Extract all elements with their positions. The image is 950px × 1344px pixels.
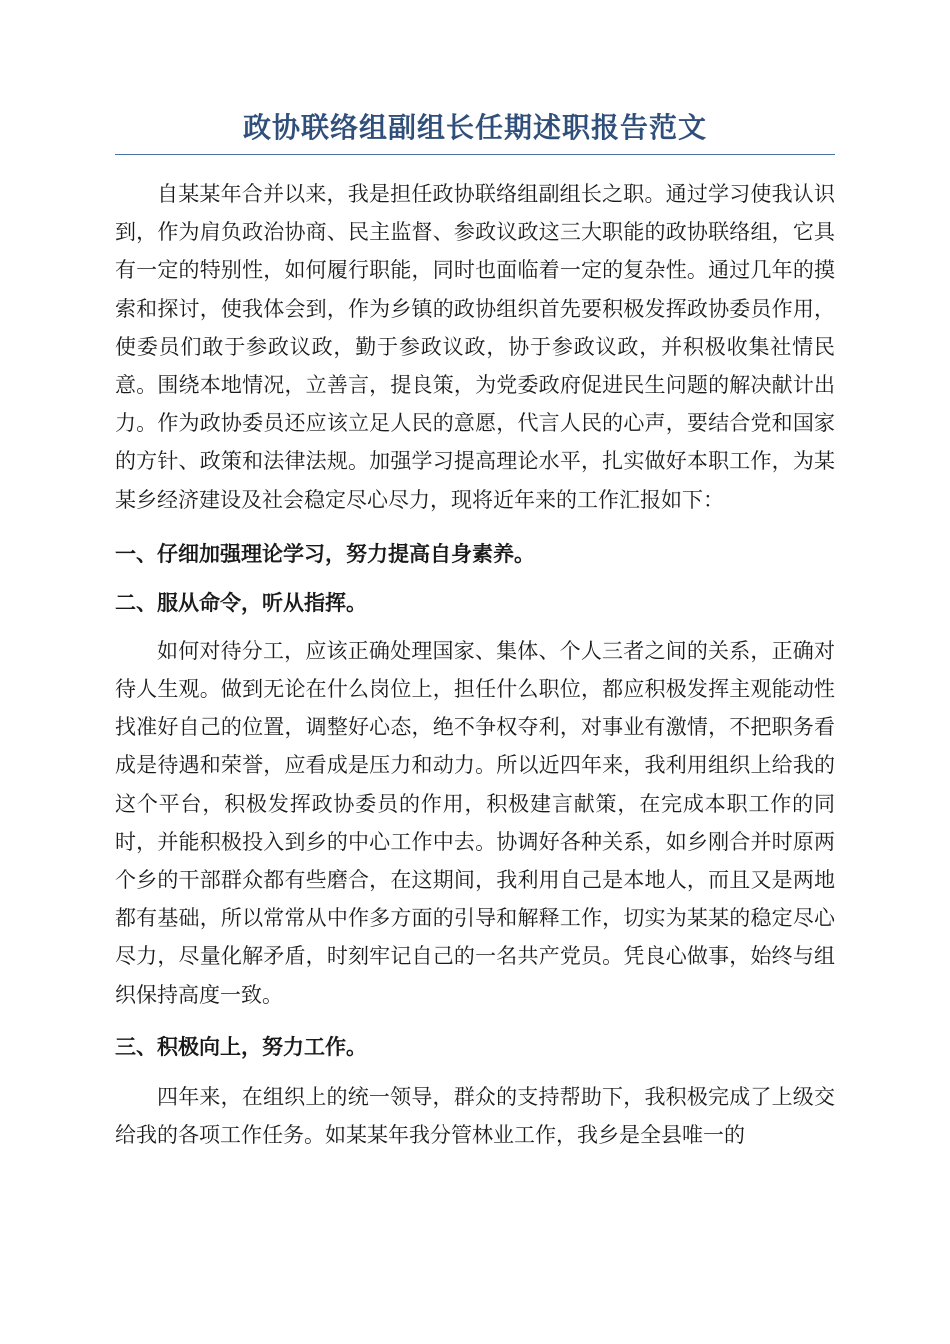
body-paragraph-section-2: 如何对待分工，应该正确处理国家、集体、个人三者之间的关系，正确对待人生观。做到无论在什么岗位上，担任什么职位，都应积极发挥主观能动性找准好自己的位置，调整好心态，绝不争权夺利，对事业有激情，不把职务看成是待遇和荣誉，应看成是压力和动力。所以近四年来，我利用组织上给我的这个平台，积极发挥政协委员的作用，积极建言献策，在完成本职工作的同时，并能积极投入到乡的中心工作中去。协调好各种关系，如乡刚合并时原两个乡的干部群众都有些磨合，在这期间，我利用自己是本地人，而且又是两地都有基础，所以常常从中作多方面的引导和解释工作，切实为某某的稳定尽心尽力，尽量化解矛盾，时刻牢记自己的一名共产党员。凭良心做事，始终与组织保持高度一致。 (115, 638, 835, 1007)
body-paragraph-section-3: 四年来，在组织上的统一领导，群众的支持帮助下，我积极完成了上级交给我的各项工作任务。如某某年我分管林业工作，我乡是全县唯一的 (115, 1084, 835, 1148)
section-heading-1: 一、仔细加强理论学习，努力提高自身素养。 (115, 540, 535, 566)
section-heading-3: 三、积极向上，努力工作。 (115, 1033, 367, 1059)
body-paragraph-intro: 自某某年合并以来，我是担任政协联络组副组长之职。通过学习使我认识到，作为肩负政治协商、民主监督、参政议政这三大职能的政协联络组，它具有一定的特别性，如何履行职能，同时也面临着一定的复杂性。通过几年的摸索和探讨，使我体会到，作为乡镇的政协组织首先要积极发挥政协委员作用，使委员们敢于参政议政，勤于参政议政，协于参政议政，并积极收集社情民意。围绕本地情况，立善言，提良策，为党委政府促进民生问题的解决献计出力。作为政协委员还应该立足人民的意愿，代言人民的心声，要结合党和国家的方针、政策和法律法规。加强学习提高理论水平，扎实做好本职工作，为某某乡经济建设及社会稳定尽心尽力，现将近年来的工作汇报如下： (115, 182, 835, 512)
document-title: 政协联络组副组长任期述职报告范文 (115, 108, 835, 155)
document-page (115, 108, 835, 1154)
section-heading-2: 二、服从命令，听从指挥。 (115, 589, 367, 615)
